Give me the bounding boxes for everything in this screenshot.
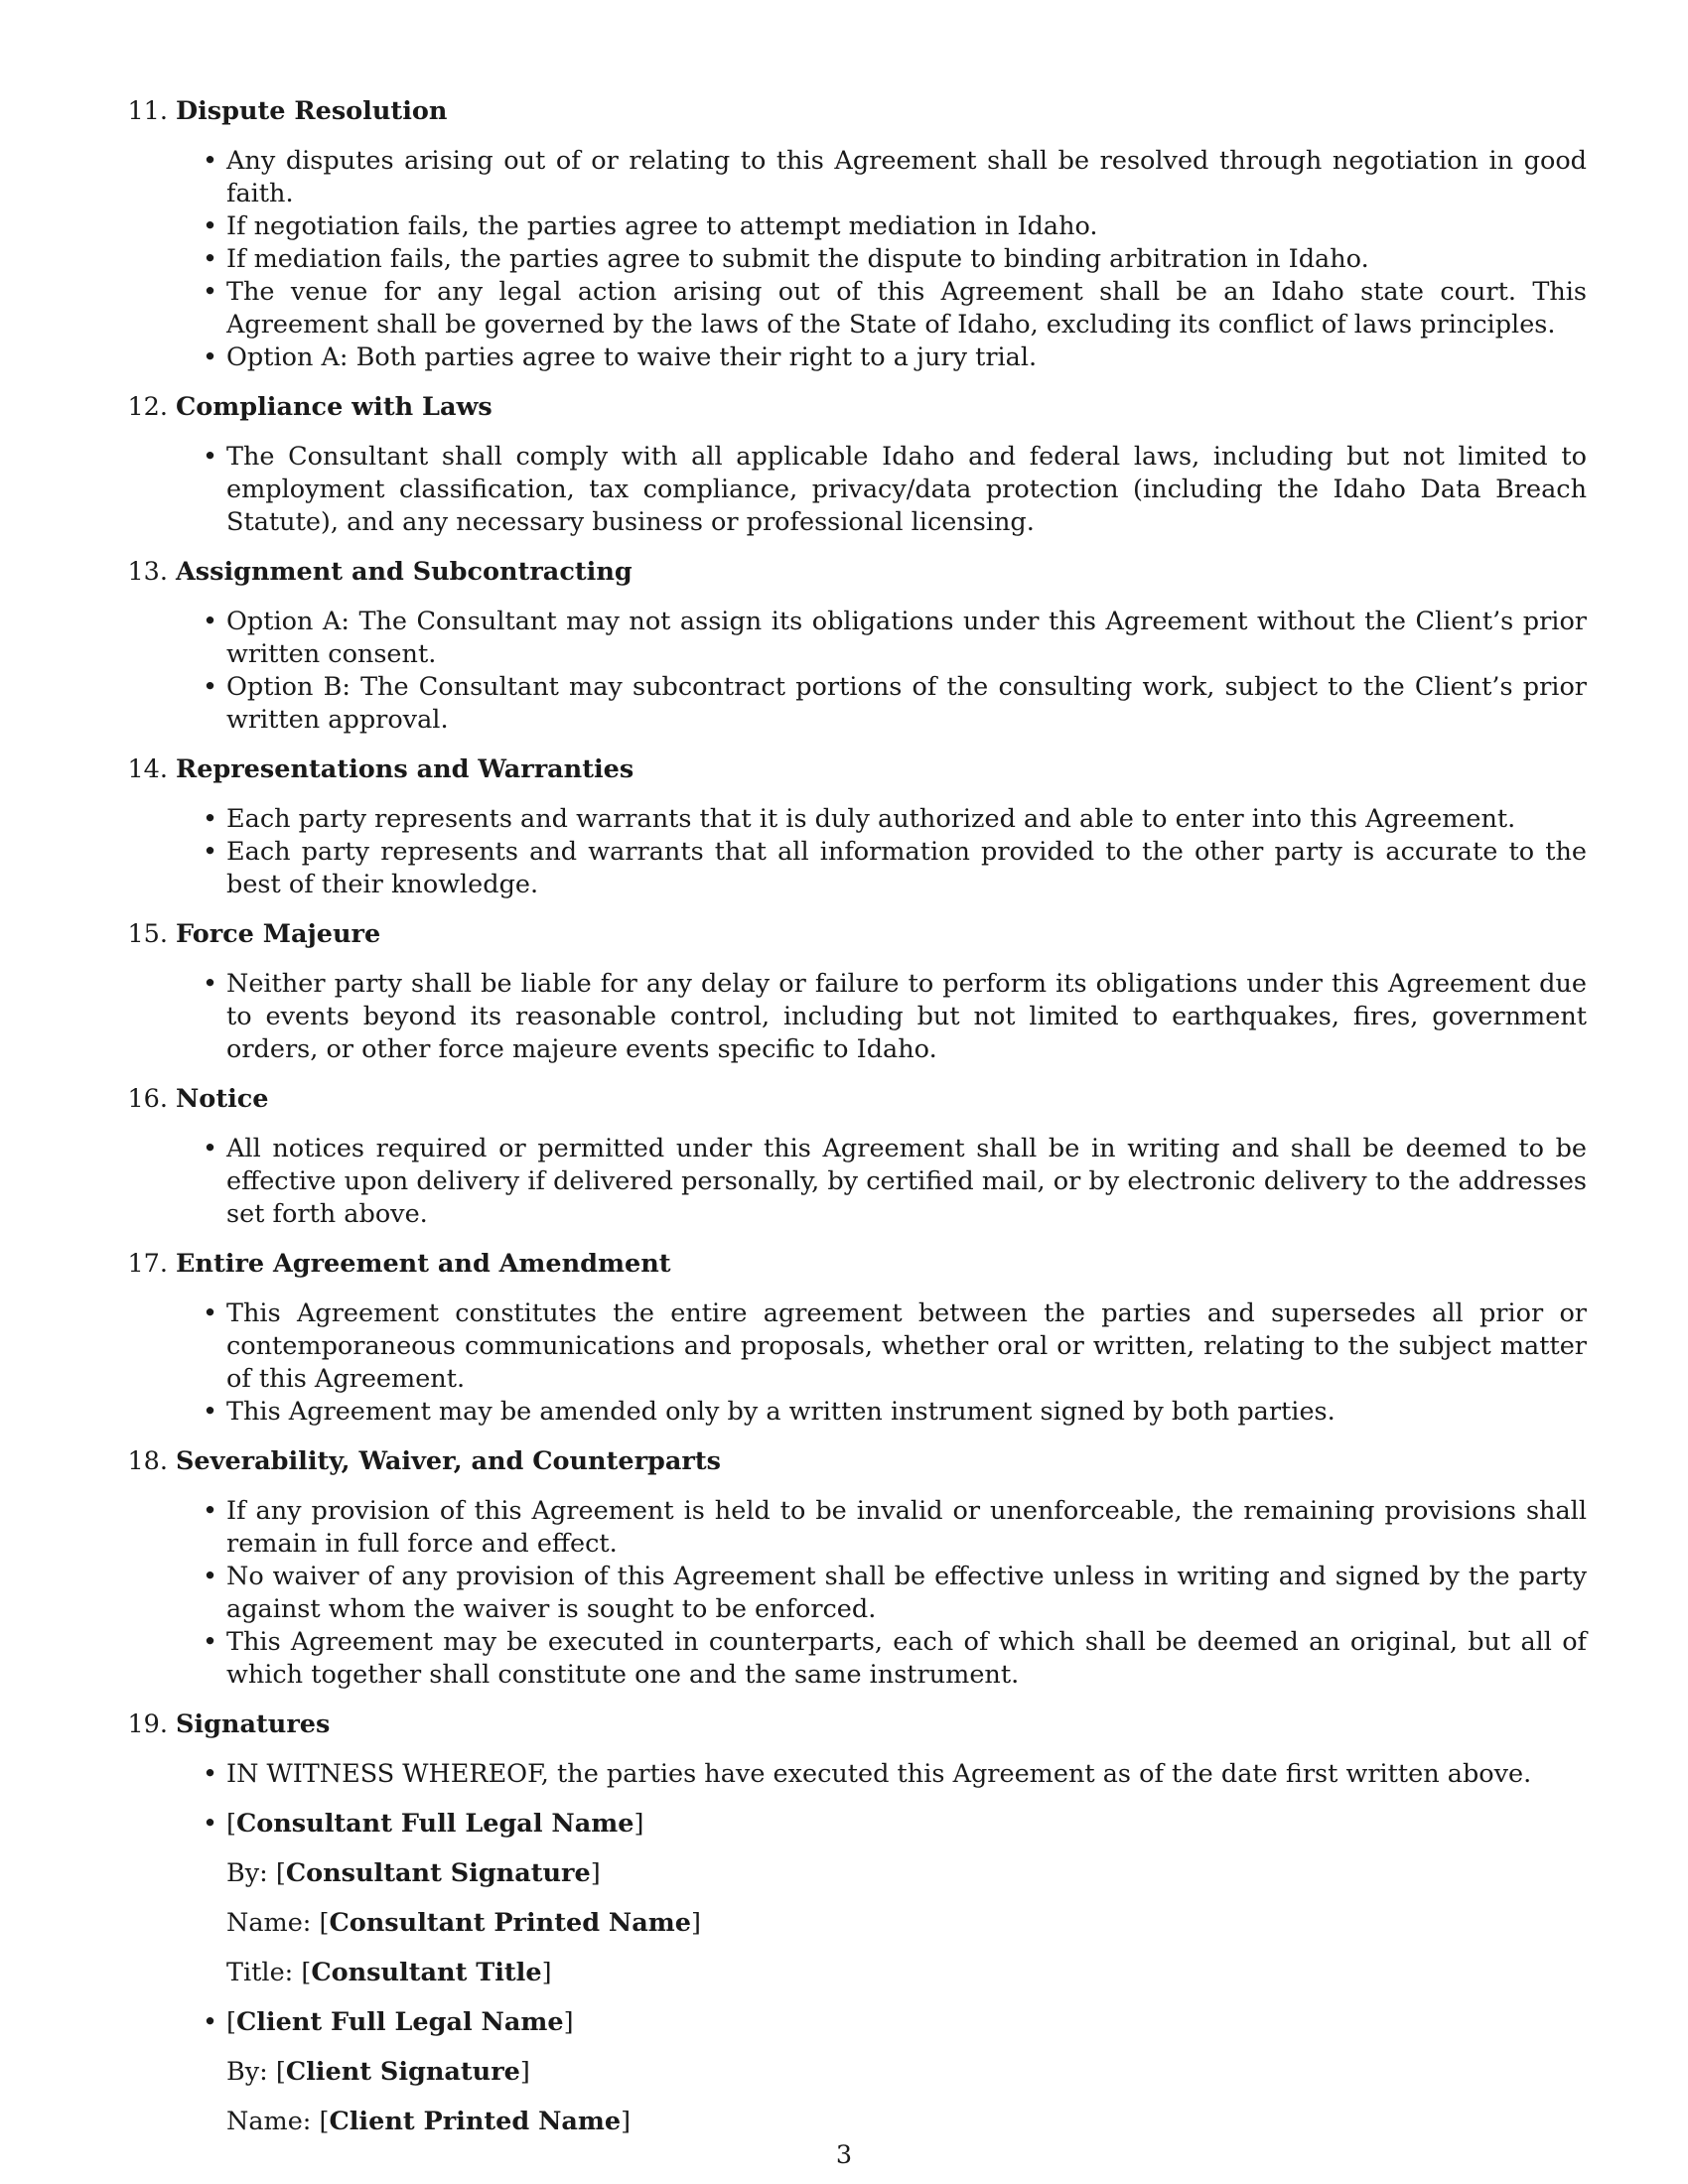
- section-title: Notice: [176, 1084, 269, 1114]
- consultant-party-placeholder: Consultant Full Legal Name: [235, 1809, 634, 1839]
- section-heading-17: [116, 1248, 1586, 1281]
- section-bullets-16: [116, 1133, 1587, 1231]
- section-title: Compliance with Laws: [176, 392, 492, 422]
- section-bullets-13: [116, 606, 1587, 737]
- client-name-line: Name: [Client Printed Name]: [226, 2107, 632, 2136]
- section-heading-11: [116, 95, 1586, 128]
- section-heading-13: [116, 556, 1586, 589]
- client-signature-placeholder: Client Signature: [285, 2057, 520, 2087]
- list-item: • This Agreement may be amended only by a written instrument signed by both parties.: [226, 1396, 1587, 1429]
- signature-block: [116, 1758, 1587, 2138]
- section-title: Representations and Warranties: [176, 754, 634, 784]
- section-bullets-12: [116, 441, 1587, 539]
- by-label: By:: [226, 2057, 268, 2087]
- list-item: • Option B: The Consultant may subcontract portions of the consulting work, subject to the Client’s prior written approval.: [226, 671, 1587, 737]
- list-item: • If any provision of this Agreement is held to be invalid or unenforceable, the remaining provisions shall remain in full force and effect.: [226, 1495, 1587, 1561]
- consultant-by-line: By: [Consultant Signature]: [226, 1858, 601, 1888]
- name-label: Name:: [226, 1908, 312, 1938]
- section-number: 16.: [127, 1084, 168, 1114]
- section-number: 19.: [127, 1709, 168, 1739]
- list-item: • The Consultant shall comply with all applicable Idaho and federal laws, including but not limited to employment classification, tax compliance, privacy/data protection (including the Idaho Data Breach Statute), and any necessary business or professional licensing.: [226, 441, 1587, 539]
- list-item: • If mediation fails, the parties agree to submit the dispute to binding arbitration in Idaho.: [226, 243, 1587, 276]
- section-bullets-17: [116, 1297, 1587, 1429]
- list-item: • This Agreement constitutes the entire agreement between the parties and supersedes all prior or contemporaneous communications and proposals, whether oral or written, relating to the subject matter of this Agreement.: [226, 1297, 1587, 1396]
- section-bullets-14: [116, 803, 1587, 901]
- client-party-line: • [Client Full Legal Name]: [226, 2007, 574, 2037]
- name-label: Name:: [226, 2107, 312, 2136]
- section-heading-16: [116, 1083, 1586, 1116]
- section-bullets-11: [116, 145, 1587, 374]
- consultant-title-line: Title: [Consultant Title]: [226, 1958, 552, 1987]
- section-number: 11.: [127, 96, 168, 126]
- section-heading-19: [116, 1708, 1586, 1741]
- document-page: [116, 95, 1586, 2138]
- section-title: Assignment and Subcontracting: [176, 557, 633, 587]
- list-item: • Neither party shall be liable for any delay or failure to perform its obligations under this Agreement due to events beyond its reasonable control, including but not limited to earthquakes, fires, government orders, or other force majeure events specific to Idaho.: [226, 968, 1587, 1066]
- witness-clause: • IN WITNESS WHEREOF, the parties have executed this Agreement as of the date first written above.: [226, 1758, 1587, 1791]
- title-label: Title:: [226, 1958, 294, 1987]
- section-number: 14.: [127, 754, 168, 784]
- list-item: • This Agreement may be executed in counterparts, each of which shall be deemed an original, but all of which together shall constitute one and the same instrument.: [226, 1626, 1587, 1692]
- list-item: • No waiver of any provision of this Agreement shall be effective unless in writing and signed by the party against whom the waiver is sought to be enforced.: [226, 1561, 1587, 1626]
- section-title: Signatures: [176, 1709, 331, 1739]
- list-item: • Option A: The Consultant may not assign its obligations under this Agreement without the Client’s prior written consent.: [226, 606, 1587, 671]
- section-title: Severability, Waiver, and Counterparts: [176, 1446, 721, 1476]
- section-bullets-18: [116, 1495, 1587, 1692]
- client-signature-block: [226, 2006, 1587, 2138]
- list-item: • Each party represents and warrants that all information provided to the other party is accurate to the best of their knowledge.: [226, 836, 1587, 901]
- section-heading-14: [116, 753, 1586, 786]
- section-title: Entire Agreement and Amendment: [176, 1249, 671, 1279]
- consultant-name-line: Name: [Consultant Printed Name]: [226, 1908, 701, 1938]
- section-number: 17.: [127, 1249, 168, 1279]
- section-heading-15: [116, 918, 1586, 951]
- client-by-line: By: [Client Signature]: [226, 2057, 530, 2087]
- by-label: By:: [226, 1858, 268, 1888]
- section-title: Dispute Resolution: [176, 96, 448, 126]
- section-number: 15.: [127, 919, 168, 949]
- list-item: • The venue for any legal action arising out of this Agreement shall be an Idaho state court. This Agreement shall be governed by the laws of the State of Idaho, excluding its conflict of laws principles.: [226, 276, 1587, 341]
- client-printed-name-placeholder: Client Printed Name: [329, 2107, 622, 2136]
- section-number: 18.: [127, 1446, 168, 1476]
- list-item: • All notices required or permitted under this Agreement shall be in writing and shall be deemed to be effective upon delivery if delivered personally, by certified mail, or by electronic delivery to the addresses set forth above.: [226, 1133, 1587, 1231]
- section-title: Force Majeure: [176, 919, 381, 949]
- section-heading-18: [116, 1445, 1586, 1478]
- section-number: 13.: [127, 557, 168, 587]
- section-number: 12.: [127, 392, 168, 422]
- consultant-signature-placeholder: Consultant Signature: [285, 1858, 591, 1888]
- list-item: • Any disputes arising out of or relating to this Agreement shall be resolved through negotiation in good faith.: [226, 145, 1587, 210]
- list-item: • Each party represents and warrants that it is duly authorized and able to enter into this Agreement.: [226, 803, 1587, 836]
- consultant-printed-name-placeholder: Consultant Printed Name: [329, 1908, 691, 1938]
- consultant-signature-block: [226, 1808, 1587, 1989]
- page-number: 3: [835, 2140, 853, 2170]
- consultant-party-line: • [Consultant Full Legal Name]: [226, 1809, 644, 1839]
- consultant-title-placeholder: Consultant Title: [311, 1958, 542, 1987]
- client-party-placeholder: Client Full Legal Name: [235, 2007, 564, 2037]
- section-bullets-15: [116, 968, 1587, 1066]
- list-item: • Option A: Both parties agree to waive their right to a jury trial.: [226, 341, 1587, 374]
- section-heading-12: [116, 391, 1586, 424]
- list-item: • If negotiation fails, the parties agree to attempt mediation in Idaho.: [226, 210, 1587, 243]
